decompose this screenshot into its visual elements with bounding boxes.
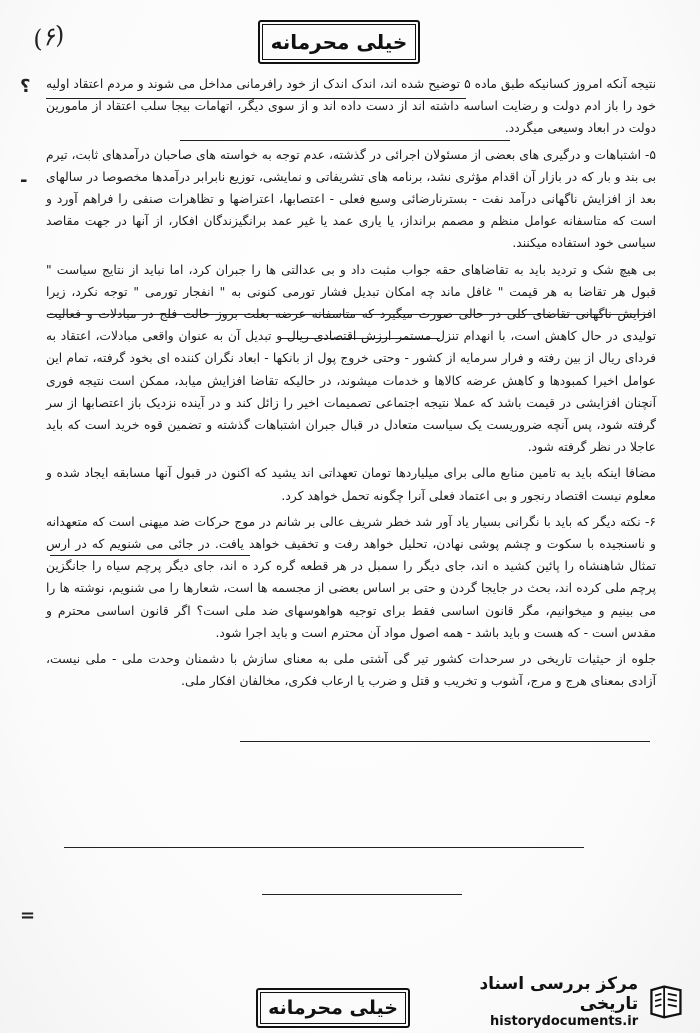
watermark-logo xyxy=(436,973,686,1029)
handwritten-underline xyxy=(64,847,584,848)
paragraph: ۵- اشتباهات و درگیری های بعضی از مسئولان اجرائی در گذشته، عدم توجه به خواسته های صاحبان درآمدهای ثابت، تیرم بی بند و بار که در بازار آن اقدام مؤثری نشد، برنامه های تشریفاتی و نمایشی، توزیع نابرابر درآمدها مخصوصا در سالهای بعد از افزایش ناگهانی درآمد نفت - بسترنارضائی وسیع فعلی - اعتصابها، اعتراضها و تظاهرات صنفی را فراهم آورد و است که متاسفانه عوامل منظم و مصمم برانداز، یا یاری عمد یا غیر عمد برانگیزندگان افکار، از آنها در جهت مقاصد سیاسی خود استفاده میکنند. xyxy=(46,147,656,251)
paragraph: نتیجه آنکه امروز کسانیکه طبق ماده ۵ توضیح شده اند، اندک اندک از خود رافرمانی مداخل می شوند و مردم اعتقاد اولیه خود را باز ادم دولت و رضایت اساسه داشته اند از دست داده اند و از سوی دیگر، اتهامات بیجا سلب اعتقاد از مامورین دولت در ابعاد وسیعی میگردد. xyxy=(46,77,656,136)
paragraph: ۶- نکته دیگر که باید با نگرانی بسیار یاد آور شد خطر شریف عالی بر شانم در موج حرکات ضد میهنی است که متعهدانه و ناسنجیده با سکوت و چشم پوشی نهادن، تحلیل خواهد رفت و تخفیف خواهد یافت. در جائی می شنویم که در ارس تمثال شاهنشاه را پائین کشید ه اند، جای دیگر را سمبل در هر قطعه گره کرد ه اند، جای دیگر پرچم سیاه را جانگزین پرچم ملی کرده اند، بحث در جایجا گردن و حتی بر اساس بعضی از مجسمه ها است، شعارها را می شنویم، نوشته ها را می بینیم و میخوانیم، مگر قانون اساسی فقط برای توجیه هواهوسهای ضد ملی است؟ اگر قانون اساسی محترم و مقدس است - که هست و باید باشد - همه اصول مواد آن محترم است و باید اجرا شود. xyxy=(46,514,656,640)
handwritten-underline xyxy=(46,98,466,99)
paragraph: جلوه از حیثیات تاریخی در سرحدات کشور تیر گی آشتی ملی به معنای سازش با دشمنان وحدت ملی - ملی نیست، آزادی بمعنای هرج و مرج، آشوب و تخریب و قتل و ضرب یا ارعاب فکری، مخالفان افکار ملی. xyxy=(46,652,656,689)
handwritten-underline xyxy=(280,338,440,339)
watermark-url: historydocuments.ir xyxy=(490,1013,639,1029)
handwritten-underline xyxy=(50,555,250,556)
archive-folder-icon xyxy=(646,979,686,1023)
document-body xyxy=(46,73,656,692)
classification-stamp-bottom: خیلی محرمانه xyxy=(256,988,410,1028)
handwritten-underline xyxy=(180,140,510,141)
page-number: (۶) xyxy=(30,20,68,54)
margin-mark: ؟ xyxy=(20,76,31,97)
classification-stamp-top: خیلی محرمانه xyxy=(258,20,420,64)
margin-mark: = xyxy=(20,905,36,926)
margin-mark: - xyxy=(20,170,28,191)
handwritten-underline xyxy=(240,741,650,742)
handwritten-underline xyxy=(48,314,648,315)
handwritten-underline xyxy=(262,894,462,895)
paragraph: بی هیچ شک و تردید باید به تقاضاهای حقه جواب مثبت داد و بی عدالتی ها را جبران کرد، اما نباید از نتایج سیاست " قبول هر تقاضا به هر قیمت " غافل ماند چه امکان تبدیل فشار تورمی کنونی به " انفجار تورمی " توجه نکرد، زیرا افزایش ناگهانی تقاضای کلی در حالی صورت میگیرد که متاسفانه عرضه بعلت بروز حالت فلج در مبادلات و فعالیت تولیدی در حال کاهش است، با انهدام تنزل مستمر ارزش اقتصادی ریال و تبدیل آن به عنوان واقعی مبادلات، اعتقاد به فردای ریال از بین رفته و فرار سرمایه از کشور - وحتی خروج پول از بانکها - ابعاد نگران کننده ای بخود گرفته، تمام این عوامل اخیرا کمبودها و کاهش عرضه کالاها و خدمات میشوند، در حالیکه تقاضا افزایش میابد، ممکن است نتیجه فوری آنچنان افزایشی در قیمت باشد که عملا نتیجه اجتماعی تصمیمات اخیر را زائل کند و در آینده نزدیک باز اعتصابها از سر گرفته شود، پس آنچه ضروریست یک سیاست متعادل در قبال جبران اشتباهات گذشته و تضمین قوه خرید است که باید عاجلا در نظر گرفته شود. xyxy=(46,262,656,455)
watermark-title: مرکز بررسی اسناد تاریخی xyxy=(479,973,639,1014)
paragraph: مضافا اینکه باید به تامین منابع مالی برای میلیاردها تومان تعهداتی اند یشید که اکنون در قبول آنها مسابقه ایجاد شده و معلوم نیست اقتصاد رنجور و بی اعتماد فعلی آنرا چگونه تحمل خواهد کرد. xyxy=(46,466,656,503)
